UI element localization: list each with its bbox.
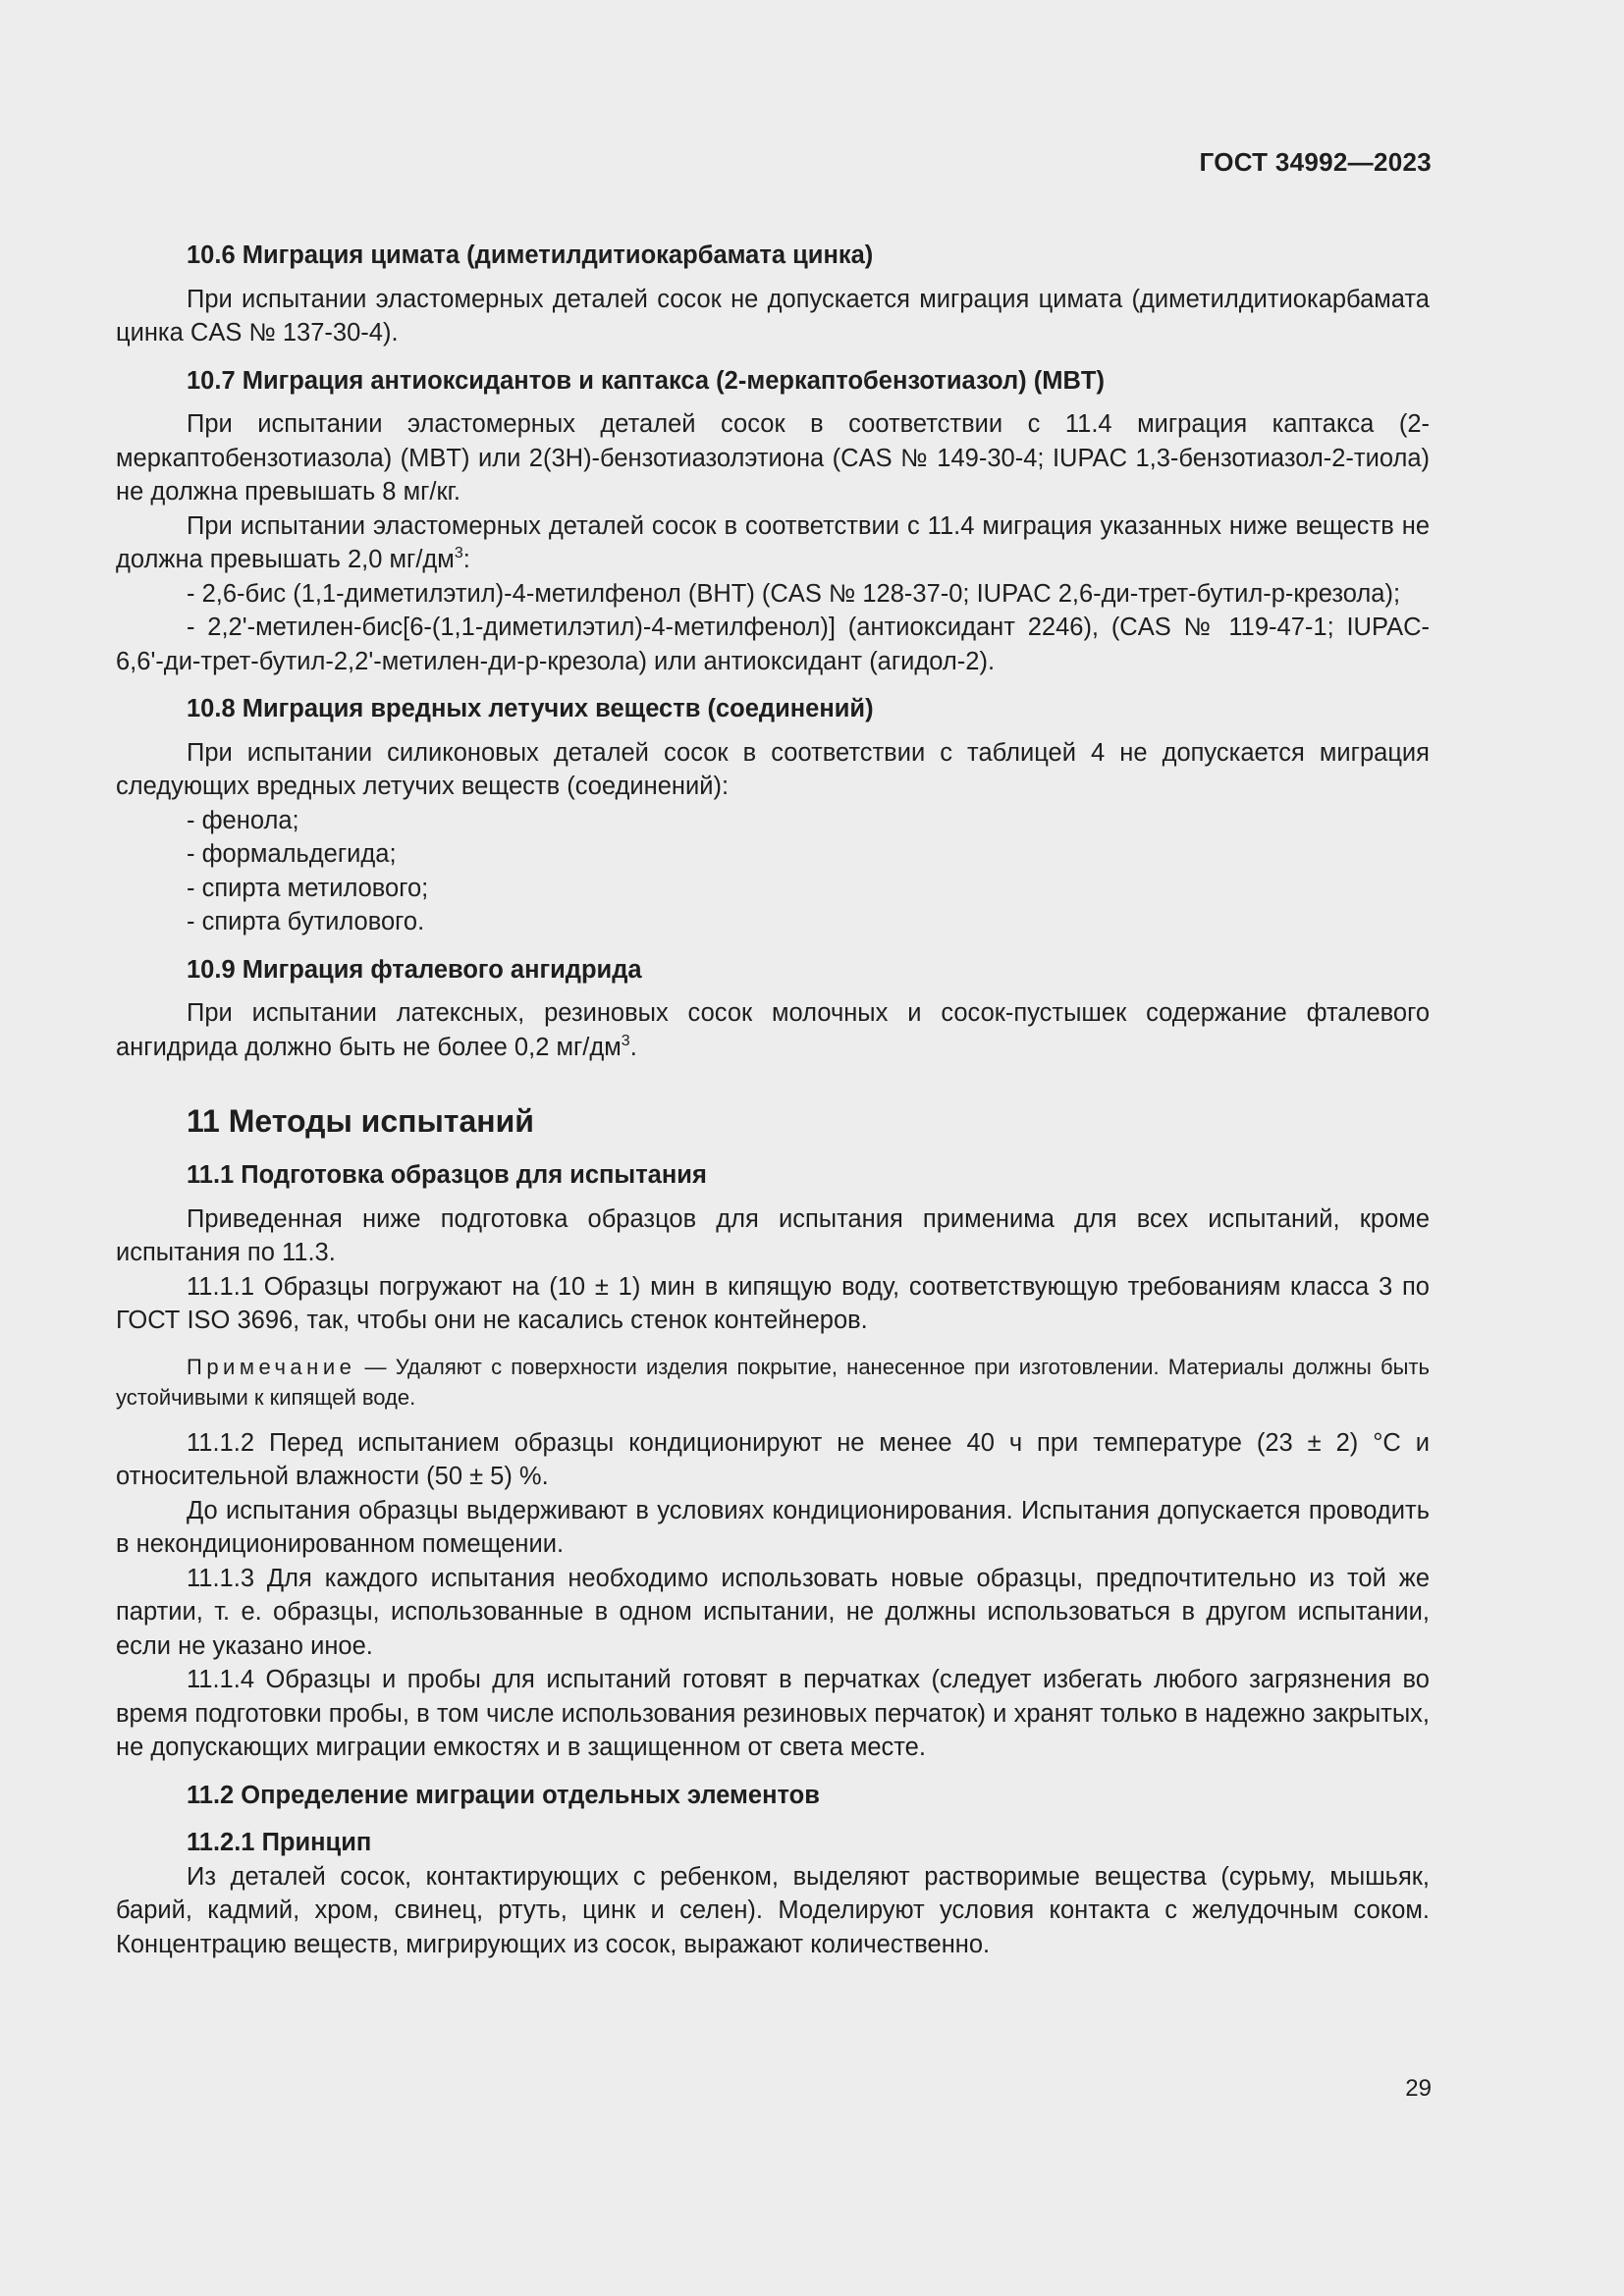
page-content	[116, 225, 1430, 1961]
paragraph-end: :	[462, 546, 470, 573]
paragraph: До испытания образцы выдерживают в условиях кондиционирования. Испытания допускается проводить в некондиционированном помещении.	[116, 1496, 1430, 1558]
list-item: - формальдегида;	[187, 840, 397, 868]
paragraph	[116, 996, 1430, 1064]
list-item: - фенола;	[187, 806, 299, 834]
list-item: - 2,6-бис (1,1-диметилэтил)-4-метилфенол (BHT) (CAS № 128-37-0; IUPAC 2,6-ди-трет-бутил-р-крезола);	[187, 579, 1401, 608]
section-10-8-heading: 10.8 Миграция вредных летучих веществ (соединений)	[187, 695, 874, 722]
document-code-header: ГОСТ 34992—2023	[1199, 147, 1432, 177]
section-10-9-heading: 10.9 Миграция фталевого ангидрида	[187, 955, 642, 984]
note-text: — Удаляют с поверхности изделия покрытие, нанесенное при изготовлении. Материалы должны быть устойчивыми к кипящей воде.	[116, 1354, 1430, 1410]
paragraph	[116, 509, 1430, 577]
superscript: 3	[454, 545, 463, 561]
paragraph: 11.1.3 Для каждого испытания необходимо использовать новые образцы, предпочтительно из той же партии, т. е. образцы, использованные в одном испытании, не должны использоваться в другом испытании, если не указано иное.	[116, 1564, 1430, 1660]
paragraph-end: .	[629, 1033, 637, 1061]
paragraph: При испытании силиконовых деталей сосок в соответствии с таблицей 4 не допускается миграция следующих вредных летучих веществ (соединений):	[116, 738, 1430, 800]
section-11-2-1-heading: 11.2.1 Принцип	[187, 1829, 372, 1856]
paragraph-text: При испытании латексных, резиновых сосок молочных и сосок-пустышек содержание фталевого ангидрида должно быть не более 0,2 мг/дм	[116, 999, 1430, 1061]
list-item: - 2,2'-метилен-бис[6-(1,1-диметилэтил)-4-метилфенол)] (антиоксидант 2246), (CAS № 119-47-1; IUPAC-6,6'-ди-трет-бутил-2,2'-метилен-ди-р-крезола) или антиоксидант (агидол-2).	[116, 614, 1430, 675]
list-item: - спирта бутилового.	[187, 908, 425, 935]
paragraph: 11.1.4 Образцы и пробы для испытаний готовят в перчатках (следует избегать любого загрязнения во время подготовки пробы, в том числе использования резиновых перчаток) и хранят только в надежно закрытых, не допускающих миграции емкостях и в защищенном от света месте.	[116, 1666, 1430, 1761]
paragraph-text: При испытании эластомерных деталей сосок в соответствии с 11.4 миграция указанных ниже веществ не должна превышать 2,0 мг/дм	[116, 511, 1430, 573]
section-11-2-heading: 11.2 Определение миграции отдельных элементов	[187, 1781, 820, 1809]
note	[116, 1352, 1430, 1413]
section-10-7-heading: 10.7 Миграция антиоксидантов и каптакса (2-меркаптобензотиазол) (MBT)	[187, 366, 1105, 395]
list-item: - спирта метилового;	[187, 874, 429, 902]
superscript: 3	[621, 1032, 630, 1049]
page-number: 29	[1405, 2075, 1432, 2102]
section-11-1-heading: 11.1 Подготовка образцов для испытания	[187, 1161, 707, 1189]
section-11-heading: 11 Методы испытаний	[187, 1103, 534, 1139]
paragraph: При испытании эластомерных деталей сосок в соответствии с 11.4 миграция каптакса (2-меркаптобензотиазола) (MBT) или 2(3H)-бензотиазолэтиона (CAS № 149-30-4; IUPAC 1,3-бензотиазол-2-тиола) не должна превышать 8 мг/кг.	[116, 410, 1430, 506]
paragraph: 11.1.1 Образцы погружают на (10 ± 1) мин в кипящую воду, соответствующую требованиям класса 3 по ГОСТ ISO 3696, так, чтобы они не касались стенок контейнеров.	[116, 1272, 1430, 1334]
paragraph: Из деталей сосок, контактирующих с ребенком, выделяют растворимые вещества (сурьму, мышьяк, барий, кадмий, хром, свинец, ртуть, цинк и селен). Моделируют условия контакта с желудочным соком. Концентрацию веществ, мигрирующих из сосок, выражают количественно.	[116, 1862, 1430, 1958]
section-10-6-heading: 10.6 Миграция цимата (диметилдитиокарбамата цинка)	[187, 241, 874, 269]
paragraph: 11.1.2 Перед испытанием образцы кондиционируют не менее 40 ч при температуре (23 ± 2) °C и относительной влажности (50 ± 5) %.	[116, 1428, 1430, 1490]
note-label: Примечание	[187, 1354, 356, 1379]
paragraph: При испытании эластомерных деталей сосок не допускается миграция цимата (диметилдитиокарбамата цинка CAS № 137-30-4).	[116, 285, 1430, 347]
paragraph: Приведенная ниже подготовка образцов для испытания применима для всех испытаний, кроме испытания по 11.3.	[116, 1204, 1430, 1266]
